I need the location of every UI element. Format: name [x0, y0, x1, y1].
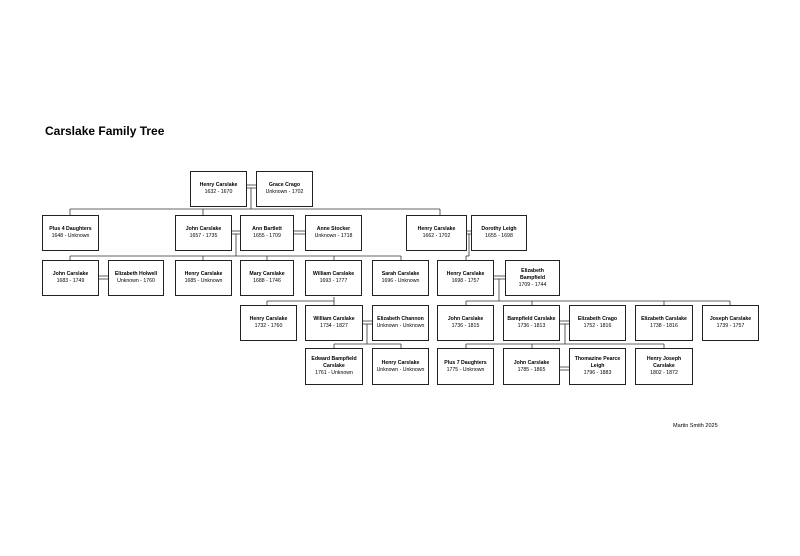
- person-william-carslake-1734[interactable]: [305, 305, 363, 341]
- person-henry-joseph-carslake[interactable]: [635, 348, 693, 385]
- page-title: Carslake Family Tree: [45, 124, 165, 138]
- person-henry-carslake-1632[interactable]: [190, 171, 247, 207]
- person-years: Unknown - Unknown: [376, 366, 425, 373]
- person-years: Unknown - Unknown: [376, 323, 425, 329]
- person-john-carslake-1785[interactable]: [503, 348, 560, 385]
- person-name: Henry Carslake: [417, 226, 456, 232]
- person-mary-carslake[interactable]: [240, 260, 294, 296]
- person-anne-stocker[interactable]: [305, 215, 362, 251]
- person-years: 1802 - 1872: [650, 370, 678, 376]
- person-grace-crago[interactable]: [256, 171, 313, 207]
- person-bampfield-carslake[interactable]: [503, 305, 560, 341]
- person-name: Henry Carslake: [184, 271, 223, 277]
- person-elizabeth-carslake[interactable]: [635, 305, 693, 341]
- person-john-carslake-1657[interactable]: [175, 215, 232, 251]
- person-plus-7-daughters[interactable]: [437, 348, 494, 385]
- person-henry-carslake-1685[interactable]: [175, 260, 232, 296]
- person-years: 1662 - 1702: [422, 233, 451, 239]
- person-name: John Carslake: [52, 271, 89, 277]
- person-name: Elizabeth Channon: [377, 316, 424, 322]
- person-name: John Carslake: [447, 316, 484, 322]
- person-joseph-carslake[interactable]: [702, 305, 759, 341]
- person-years: 1688 - 1746: [253, 278, 281, 284]
- person-years: 1657 - 1735: [189, 233, 218, 239]
- person-name: Anne Stocker: [316, 226, 351, 232]
- person-years: 1761 - Unknown: [315, 370, 353, 376]
- person-dorothy-leigh[interactable]: [471, 215, 527, 251]
- person-years: 1693 - 1777: [319, 278, 348, 284]
- person-name: Ann Bartlett: [252, 226, 282, 232]
- person-years: 1709 - 1744: [518, 281, 547, 288]
- person-ann-bartlett[interactable]: [240, 215, 294, 251]
- person-name: Thomazine Pearce Leigh: [574, 356, 621, 369]
- person-name: Henry Carslake: [446, 271, 485, 277]
- person-name: Henry Carslake: [199, 182, 238, 188]
- person-name: Elizabeth Crago: [577, 316, 618, 322]
- person-name: Sarah Carslake: [381, 271, 420, 277]
- person-years: 1734 - 1827: [320, 323, 348, 329]
- person-name: Elizabeth Holwell: [114, 271, 158, 277]
- person-name: Elizabeth Carslake: [641, 316, 687, 322]
- person-years: 1655 - 1709: [253, 233, 281, 239]
- person-years: 1796 - 1883: [583, 370, 612, 376]
- person-name: William Carslake: [313, 316, 355, 322]
- person-years: 1696 - Unknown: [381, 278, 420, 284]
- person-name: Dorothy Leigh: [481, 226, 517, 232]
- person-name: John Carslake: [185, 226, 222, 232]
- author-credit: Martin Smith 2025: [673, 423, 718, 429]
- person-sarah-carslake[interactable]: [372, 260, 429, 296]
- person-henry-carslake-1662[interactable]: [406, 215, 467, 251]
- person-william-carslake-1693[interactable]: [305, 260, 362, 296]
- person-john-carslake-1683[interactable]: [42, 260, 99, 296]
- person-years: 1736 - 1815: [451, 323, 480, 329]
- person-years: 1738 - 1816: [650, 323, 678, 329]
- person-henry-carslake-1732[interactable]: [240, 305, 297, 341]
- person-henry-carslake-unknown[interactable]: [372, 348, 429, 385]
- person-elizabeth-bampfield[interactable]: [505, 260, 560, 296]
- person-elizabeth-channon[interactable]: [372, 305, 429, 341]
- person-name: Edward Bampfield Carslake: [311, 356, 357, 369]
- person-elizabeth-crago[interactable]: [569, 305, 626, 341]
- person-name: Henry Carslake: [381, 359, 420, 366]
- person-years: 1785 - 1865: [517, 366, 546, 373]
- person-years: 1739 - 1757: [716, 323, 745, 329]
- person-name: Joseph Carslake: [709, 316, 752, 322]
- person-thomazine-pearce-leigh[interactable]: [569, 348, 626, 385]
- person-name: Mary Carslake: [249, 271, 285, 277]
- person-name: Bampfield Carslake: [507, 316, 556, 322]
- person-name: Elizabeth Bampfield: [519, 267, 546, 281]
- person-elizabeth-holwell[interactable]: [108, 260, 164, 296]
- person-years: 1648 - Unknown: [51, 233, 90, 239]
- person-name: Grace Crago: [268, 182, 301, 188]
- person-years: 1655 - 1698: [485, 233, 513, 239]
- person-years: 1752 - 1816: [583, 323, 612, 329]
- person-years: 1683 - 1749: [56, 278, 85, 284]
- person-years: 1685 - Unknown: [184, 278, 223, 284]
- person-years: 1732 - 1760: [254, 323, 283, 329]
- person-john-carslake-1736[interactable]: [437, 305, 494, 341]
- person-henry-carslake-1698[interactable]: [437, 260, 494, 296]
- person-years: 1736 - 1813: [517, 323, 546, 329]
- person-years: Unknown - 1760: [117, 278, 155, 284]
- person-name: John Carslake: [513, 359, 550, 366]
- person-name: Henry Carslake: [249, 316, 288, 322]
- person-name: Henry Joseph Carslake: [646, 356, 682, 369]
- person-plus-4-daughters[interactable]: [42, 215, 99, 251]
- person-name: William Carslake: [312, 271, 355, 277]
- person-years: Unknown - 1702: [265, 189, 304, 195]
- person-name: Plus 4 Daughters: [49, 226, 92, 232]
- person-years: 1698 - 1757: [451, 278, 480, 284]
- person-name: Plus 7 Daughters: [444, 359, 487, 366]
- person-edward-bampfield-carslake[interactable]: [305, 348, 363, 385]
- person-years: 1632 - 1670: [204, 189, 233, 195]
- person-years: 1775 - Unknown: [446, 366, 485, 373]
- person-years: Unknown - 1718: [314, 233, 353, 239]
